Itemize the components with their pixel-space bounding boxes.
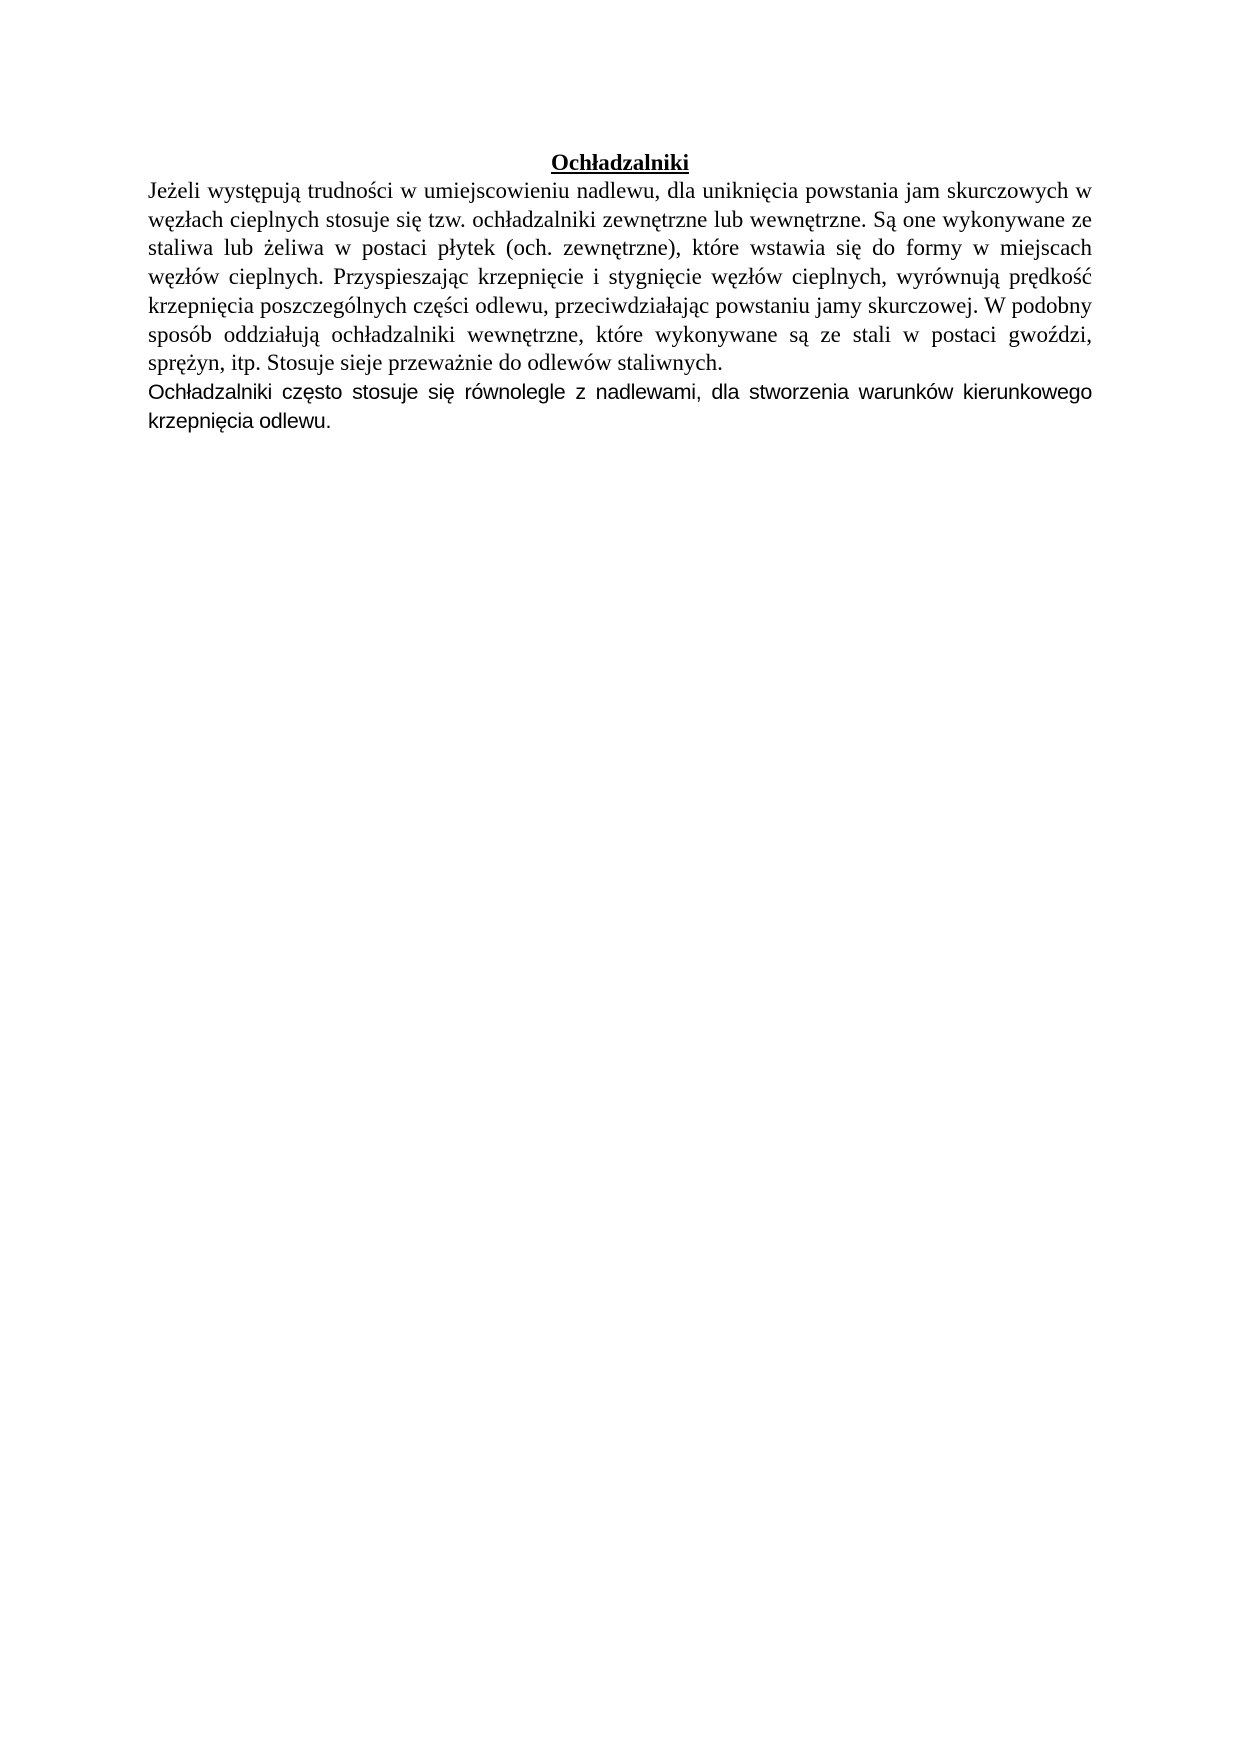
document-title: Ochładzalniki [550,150,690,175]
document-body [148,148,1092,435]
paragraph-ochladzalniki-description: Jeżeli występują trudności w umiejscowieniu nadlewu, dla uniknięcia powstania jam skurczowych w węzłach cieplnych stosuje się tzw. ochładzalniki zewnętrzne lub wewnętrzne. Są one wykonywane ze staliwa lub żeliwa w postaci płytek (och. zewnętrzne), które wstawia się do formy w miejscach węzłów cieplnych. Przyspieszając krzepnięcie i stygnięcie węzłów cieplnych, wyrównują prędkość krzepnięcia poszczególnych części odlewu, przeciwdziałając powstaniu jamy skurczowej. W podobny sposób oddziałują ochładzalniki wewnętrzne, które wykonywane są ze stali w postaci gwoździ, sprężyn, itp. Stosuje sieje przeważnie do odlewów staliwnych. [148,178,1092,376]
paragraph-ochladzalniki-usage: Ochładzalniki często stosuje się równolegle z nadlewami, dla stworzenia warunków kierunkowego krzepnięcia odlewu. [148,379,1092,433]
